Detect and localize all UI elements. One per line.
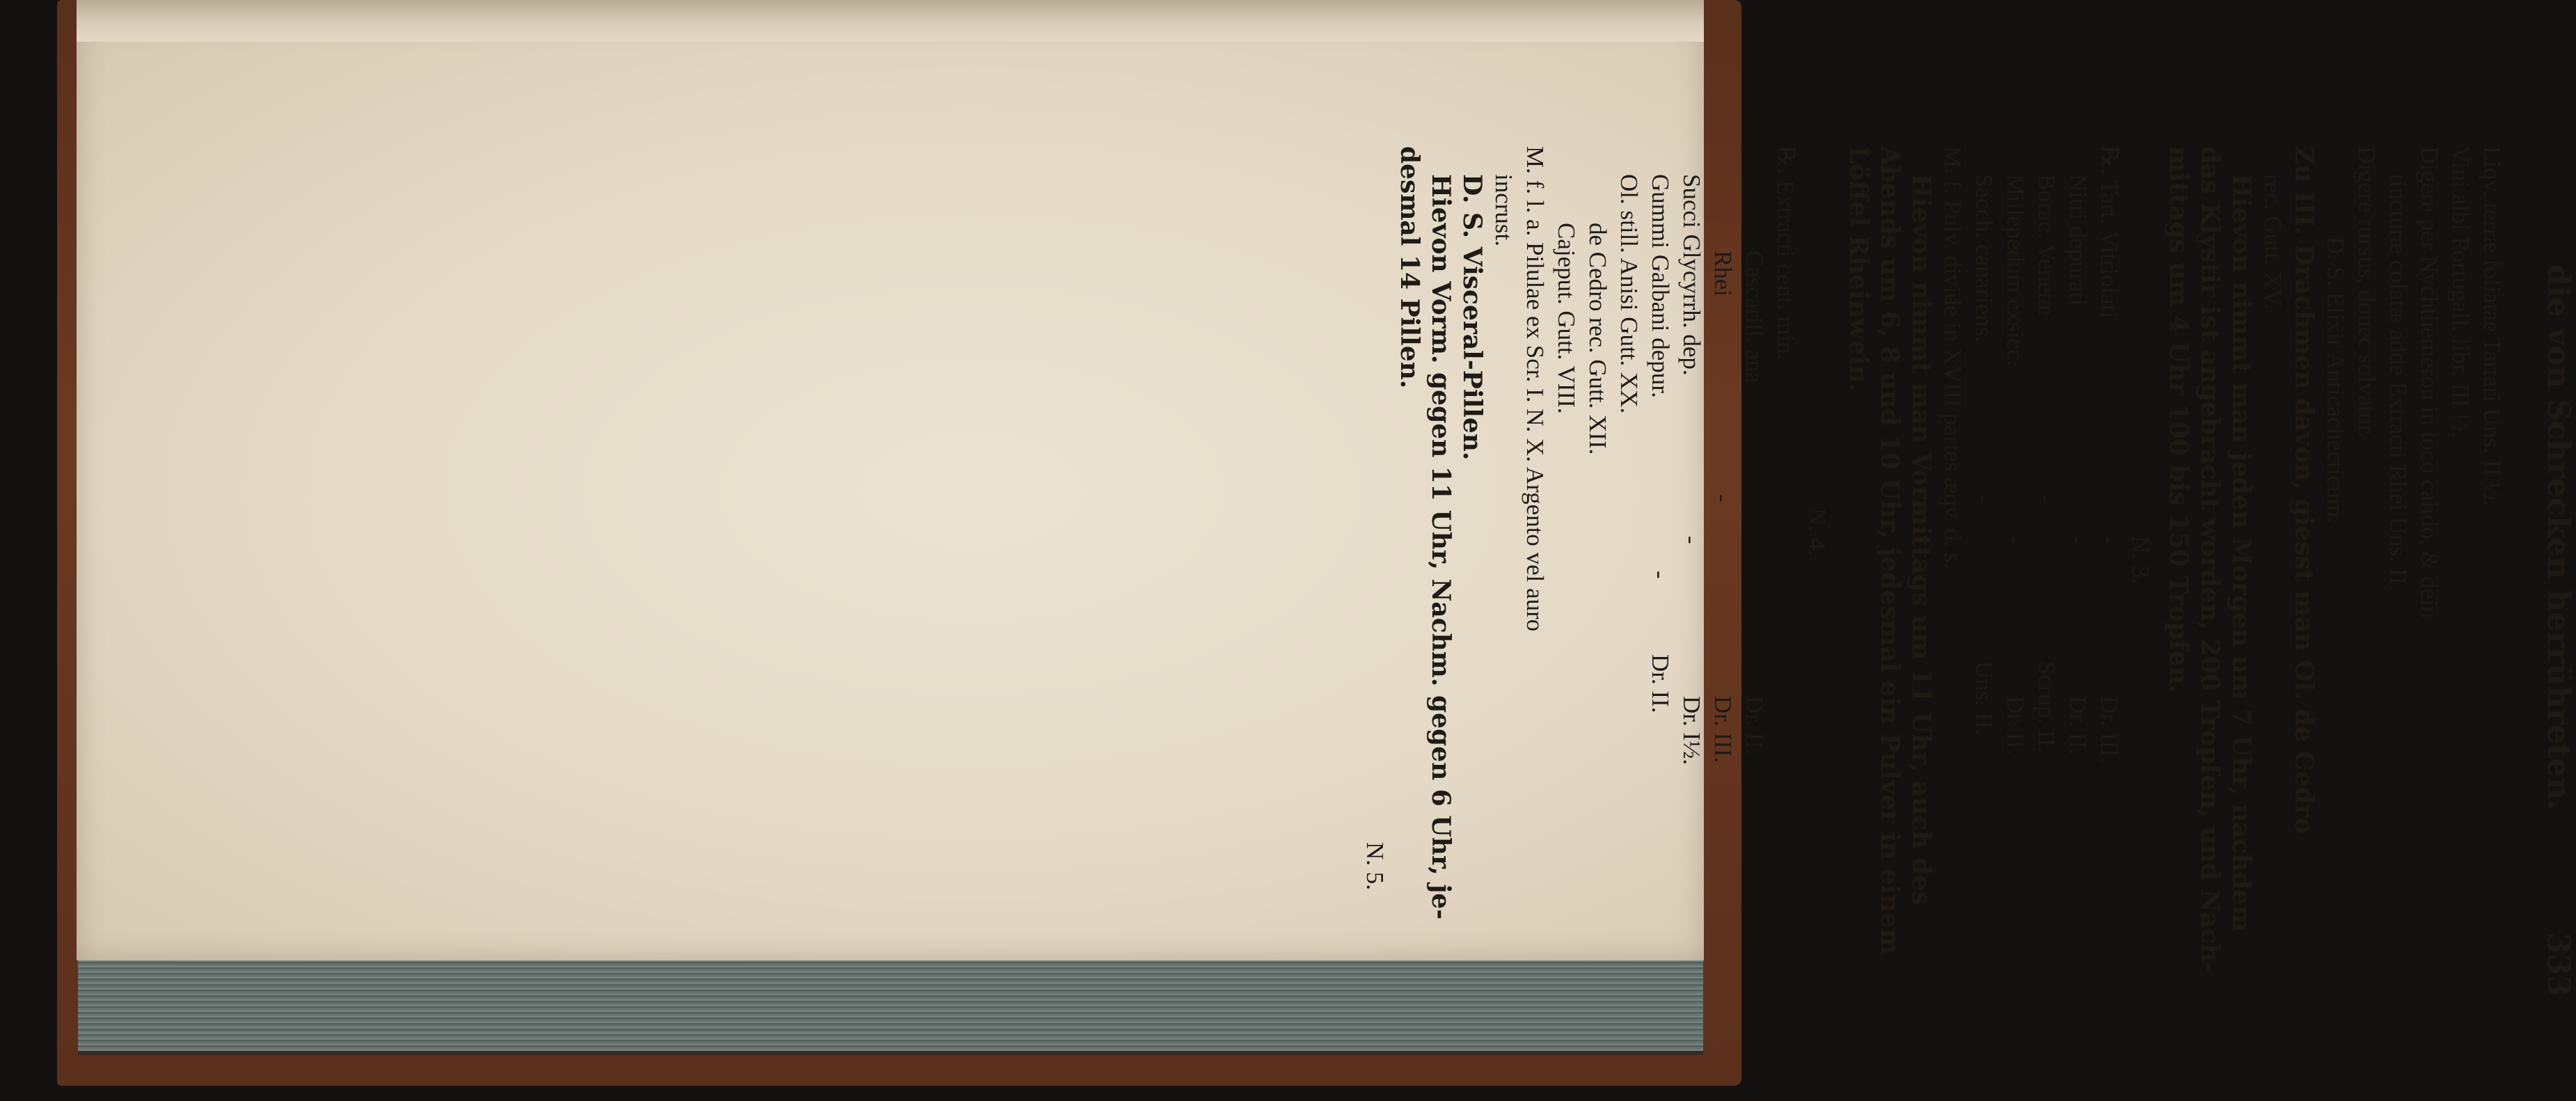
dose: Dr. II. — [2002, 696, 2029, 755]
recipe-item: Borac. Venetæ — [2033, 174, 2060, 316]
text-line: Digere per Nychthemeron in loco calido, & dein — [2416, 146, 2443, 619]
running-head: die von Schrecken herrühreten. — [2541, 264, 2576, 811]
recipe-item: Nitri depurati — [2064, 174, 2092, 306]
text-line: das Klystir ist angebracht worden, 200 Tropfen, und Nach- — [2195, 146, 2225, 972]
recipe-item: Rhei — [1709, 251, 1737, 297]
dose: Dr. II. — [1741, 696, 1768, 755]
text-line: Löffel Rheinwein. — [1844, 146, 1873, 393]
section-number: N. 5. — [1361, 842, 1389, 891]
section-number: N. 3. — [2127, 536, 2154, 585]
text-line: M. f. Pulv. divide in XVIII partes æqv. d. s. — [1939, 146, 1966, 569]
text-line: Liqv. terræ foliatae Tartari Uns. II ½. — [2479, 146, 2506, 507]
recipe-item: Gummi Galbani depur. — [1647, 174, 1674, 398]
text-line: Hievon nimmt man Vormittags um 11 Uhr, auch des — [1906, 174, 1936, 905]
recipe-item: Cajeput. Gutt. VIII. — [1553, 223, 1580, 414]
dash: - — [2064, 536, 2092, 544]
text-line: Digere rursus, donec solvatur. — [2353, 146, 2380, 438]
text-line: D. S. Elixir Anticachecticum. — [2322, 237, 2349, 524]
dose: Dr. II. — [2064, 696, 2092, 755]
text-line: D. S. Visceral-Pillen. — [1457, 174, 1487, 461]
dash: - — [1678, 536, 1705, 544]
recipe-item: Succi Glycyrrh. dep. — [1678, 174, 1705, 376]
text-line: Abends um 6, 8 und 10 Uhr, jedesmal ein Pulver in einem — [1875, 146, 1904, 955]
text-line: rec. Gutt. XV. — [2259, 174, 2286, 310]
dose: Dr. III. — [1709, 696, 1737, 763]
text-line: mittags um 4 Uhr 100 bis 150 Tropfen. — [2164, 146, 2193, 694]
text-line: desmal 14 Pillen. — [1395, 146, 1424, 389]
dose: Dr. II. — [1647, 654, 1674, 713]
recipe-item: Cascarill. ana — [1741, 251, 1768, 383]
text-line: Hievon Vorm. gegen 11 Uhr, Nachm. gegen 6 Uhr, je- — [1426, 174, 1455, 920]
recipe-item: Sacch. canariens. — [1970, 174, 1998, 342]
recipe-item: ℞. Tart. Vitriolati — [2096, 146, 2123, 319]
dash: - — [1647, 571, 1674, 579]
section-number: N. 4. — [1803, 508, 1831, 557]
dose: Uns. II. — [1970, 661, 1998, 735]
page-number: 333 — [2541, 933, 2576, 997]
dash: - — [1709, 494, 1737, 502]
dose: Dr. III. — [2096, 696, 2123, 763]
dose: Dr. I½. — [1678, 696, 1705, 766]
dash: - — [2033, 494, 2060, 502]
text-line: Zu III. Drachmen davon, giesst man Ol. de Cedro — [2289, 146, 2318, 834]
recipe-item: Millepedum exsicc. — [2002, 174, 2029, 367]
text-line: tincturæ colatæ adde Extracti Rhei Uns. II. — [2385, 174, 2412, 591]
text-line: Hievon nimmt man jeden Morgen um 7 Uhr, nachdem — [2227, 174, 2256, 932]
text-line: M. f. l. a. Pilulae ex Scr. I. N. X. Argento vel auro — [1522, 146, 1549, 632]
text-line: Vini albi Portugall. libr. III ½. — [2447, 146, 2474, 438]
dash: - — [2002, 536, 2029, 544]
page-text-block — [1145, 146, 2576, 1023]
page-gutter — [77, 0, 1704, 42]
dose: Scrup. II. — [2033, 661, 2060, 753]
recipe-item: ℞. Extracti cent. min. — [1772, 146, 1799, 361]
recipe-item: de Cedro rec. Gutt. XII. — [1584, 223, 1611, 455]
text-line: incrust. — [1490, 174, 1517, 247]
dash: - — [1970, 494, 1998, 502]
recipe-item: Ol. still. Anisi Gutt. XX. — [1615, 174, 1643, 414]
dash: - — [2096, 536, 2123, 544]
